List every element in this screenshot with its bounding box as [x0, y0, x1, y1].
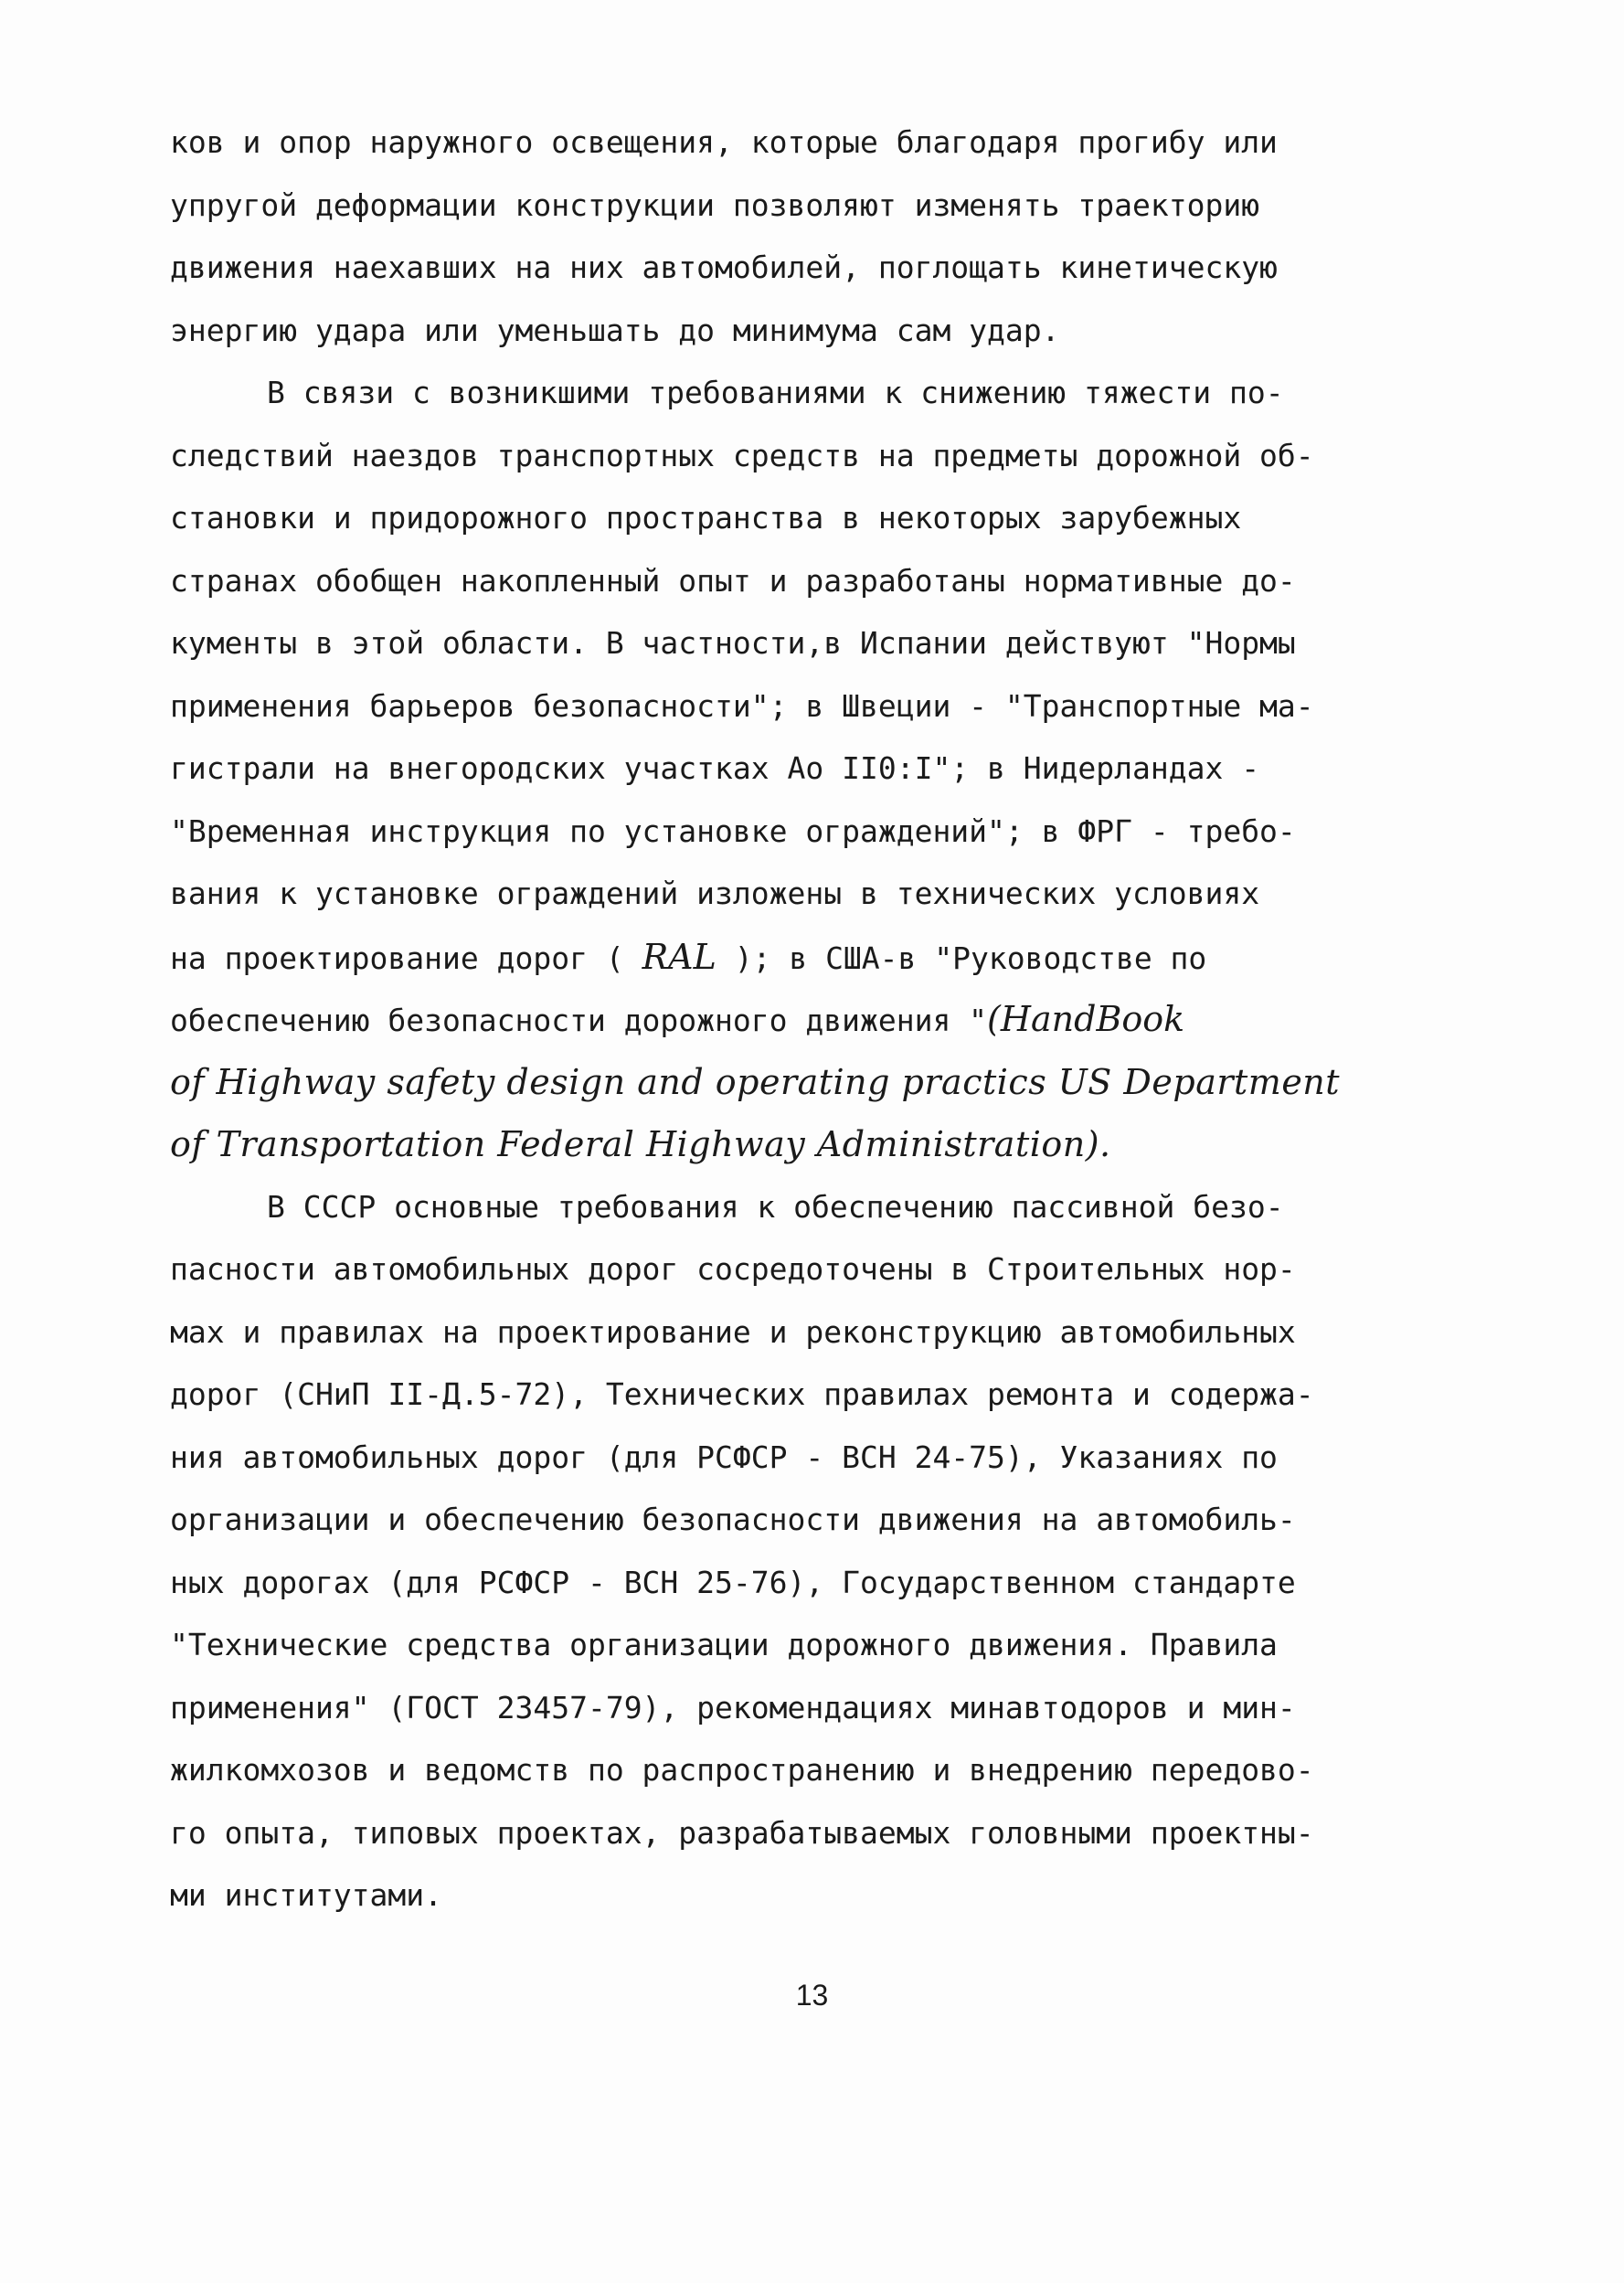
text-line: го опыта, типовых проектах, разрабатываемых головными проектны- [170, 1814, 1314, 1851]
text-line: применения барьеров безопасности"; в Швеции - "Транспортные ма- [170, 687, 1314, 724]
handwritten-line: of Highway safety design and operating practics US Department [170, 1061, 1341, 1102]
page-number: 13 [795, 1979, 829, 2012]
text-line: ков и опор наружного освещения, которые благодаря прогибу или [170, 124, 1278, 160]
text-line: ных дорогах (для РСФСР - ВСН 25-76), Государственном стандарте [170, 1564, 1296, 1600]
text-line: становки и придорожного пространства в некоторых зарубежных [170, 500, 1242, 536]
text-segment: обеспечению безопасности дорожного движения " [170, 1003, 988, 1038]
text-line: движения наехавших на них автомобилей, поглощать кинетическую [170, 250, 1278, 285]
text-line: энергию удара или уменьшать до минимума сам удар. [170, 312, 1060, 348]
handwritten-handbook: (HandBook [987, 999, 1185, 1039]
text-segment: ); в США-в "Руководстве по [716, 940, 1207, 976]
text-line: кументы в этой области. В частности,в Испании действуют "Нормы [170, 625, 1296, 661]
text-line: ния автомобильных дорог (для РСФСР - ВСН 24-75), Указаниях по [170, 1439, 1278, 1475]
text-line: В связи с возникшими требованиями к снижению тяжести по- [267, 375, 1284, 410]
text-line: ми институтами. [170, 1877, 443, 1913]
text-line: дорог (СНиП II-Д.5-72), Технических правилах ремонта и содержа- [170, 1376, 1314, 1412]
text-line: В СССР основные требования к обеспечению пассивной безо- [267, 1188, 1284, 1225]
text-segment: на проектирование дорог ( [170, 940, 642, 976]
handwritten-ral: RAL [642, 936, 716, 977]
text-line: "Технические средства организации дорожного движения. Правила [170, 1627, 1278, 1662]
handwritten-line: of Transportation Federal Highway Administration). [170, 1124, 1111, 1164]
body-text [170, 111, 1385, 1927]
text-line: вания к установке ограждений изложены в технических условиях [170, 876, 1260, 911]
text-line: жилкомхозов и ведомств по распространению и внедрению передово- [170, 1752, 1314, 1788]
text-line: пасности автомобильных дорог сосредоточены в Строительных нор- [170, 1251, 1296, 1287]
text-line: гистрали на внегородских участках Ао II0:I"; в Нидерландах - [170, 750, 1260, 786]
text-line: мах и правилах на проектирование и реконструкцию автомобильных [170, 1313, 1296, 1350]
text-line [170, 988, 1385, 1051]
text-line: упругой деформации конструкции позволяют изменять траекторию [170, 186, 1260, 223]
text-line: следствий наездов транспортных средств на предметы дорожной об- [170, 437, 1314, 473]
text-line: организации и обеспечению безопасности движения на автомобиль- [170, 1502, 1296, 1537]
text-line [170, 926, 1385, 989]
text-line: применения" (ГОСТ 23457-79), рекомендациях минавтодоров и мин- [170, 1689, 1296, 1726]
text-line: "Временная инструкция по установке ограждений"; в ФРГ - требо- [170, 812, 1296, 849]
text-line: странах обобщен накопленный опыт и разработаны нормативные до- [170, 562, 1296, 599]
